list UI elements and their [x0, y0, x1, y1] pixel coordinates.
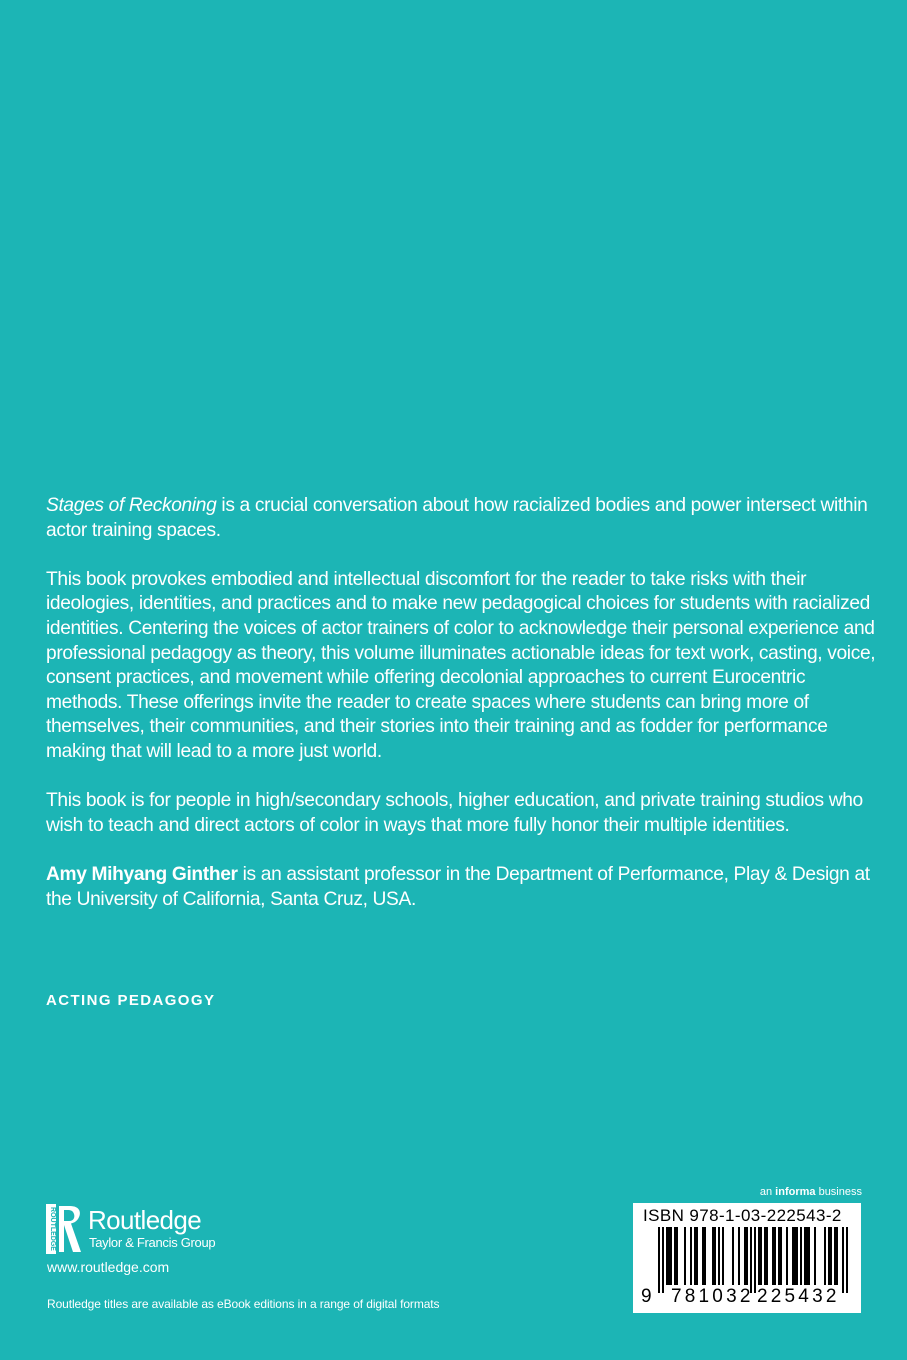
barcode-bar	[684, 1227, 686, 1285]
barcode-bar	[760, 1227, 762, 1285]
barcode-bar	[712, 1227, 714, 1285]
barcode-bar	[670, 1227, 672, 1285]
barcode-digits-right: 225432	[757, 1286, 840, 1307]
author-bio: Amy Mihyang Ginther is an assistant professor in the Department of Performance, Play & Design at the University of California, Santa Cruz, USA.	[46, 863, 870, 910]
barcode-bar	[704, 1227, 706, 1285]
barcode-bar	[722, 1227, 724, 1285]
barcode-bar	[800, 1227, 802, 1285]
barcode-bar	[662, 1227, 664, 1293]
barcode-bar	[846, 1227, 848, 1293]
series-name: ACTING PEDAGOGY	[46, 992, 216, 1009]
barcode-bar	[674, 1227, 676, 1285]
barcode-bar	[808, 1227, 810, 1285]
routledge-side-label: ROUTLEDGE	[49, 1207, 56, 1251]
barcode-bar	[806, 1227, 808, 1285]
barcode-bar	[766, 1227, 768, 1285]
barcode-bar	[744, 1227, 746, 1285]
barcode-bar	[794, 1227, 796, 1285]
barcode-bar	[676, 1227, 678, 1285]
informa-brand: informa	[775, 1186, 816, 1198]
barcode-bar	[758, 1227, 760, 1285]
barcode-bar	[668, 1227, 670, 1285]
barcode-bar	[702, 1227, 704, 1285]
barcode-bar	[764, 1227, 766, 1285]
blurb-paragraph-2: This book provokes embodied and intellectual discomfort for the reader to take risks with their ideologies, identities, and practices and to make new pedagogical choices for students with racialized identities. Centering the voices of actor trainers of color to acknowledge their personal experience and professional pedagogy as theory, this volume illuminates actionable ideas for text work, casting, voice, consent practices, and movement while offering decolonial approaches to current Eurocentric methods. These offerings invite the reader to create spaces where students can bring more of themselves, their communities, and their stories into their training and as fodder for performance making that will lead to a more just world.	[46, 568, 876, 762]
isbn-label: ISBN 978-1-03-222543-2	[643, 1206, 842, 1225]
informa-tagline: an informa business	[759, 1186, 862, 1198]
barcode-bar	[828, 1227, 830, 1285]
routledge-logo	[46, 1204, 246, 1256]
barcode-bar	[714, 1227, 716, 1285]
barcode-bar	[718, 1227, 720, 1285]
barcode-digits-left: 781032	[671, 1286, 754, 1307]
barcode-bar	[804, 1227, 806, 1285]
barcode-digit-first: 9	[641, 1286, 652, 1307]
barcode-bar	[792, 1227, 794, 1285]
routledge-r-icon	[46, 1204, 86, 1256]
publisher-name: Routledge	[88, 1205, 202, 1235]
author-name: Amy Mihyang Ginther	[46, 863, 238, 885]
barcode-bar	[842, 1227, 844, 1293]
barcode-bar	[696, 1227, 698, 1285]
book-title: Stages of Reckoning	[46, 495, 217, 516]
ebook-note: Routledge titles are available as eBook editions in a range of digital formats	[47, 1297, 440, 1311]
barcode-bar	[732, 1227, 734, 1285]
barcode-bar	[666, 1227, 668, 1285]
barcode-bar	[750, 1227, 752, 1293]
barcode-bar	[690, 1227, 692, 1285]
publisher-group: Taylor & Francis Group	[89, 1235, 216, 1250]
barcode-bar	[774, 1227, 776, 1285]
barcode-bar	[772, 1227, 774, 1285]
barcode-bar	[780, 1227, 782, 1285]
barcode-bar	[658, 1227, 660, 1293]
barcode-bar	[694, 1227, 696, 1285]
blurb-paragraph-1: Stages of Reckoning is a crucial conversation about how racialized bodies and power intersect within actor training spaces.	[46, 495, 868, 541]
back-cover-blurb	[46, 494, 876, 937]
publisher-url[interactable]: www.routledge.com	[47, 1259, 170, 1275]
barcode-bar	[786, 1227, 788, 1285]
barcode-bar	[796, 1227, 798, 1285]
barcode-bar	[834, 1227, 836, 1285]
blurb-paragraph-3: This book is for people in high/secondary schools, higher education, and private training studios who wish to teach and direct actors of color in ways that more fully honor their multiple identities.	[46, 790, 863, 836]
barcode-bar	[754, 1227, 756, 1293]
isbn-barcode-box	[633, 1203, 861, 1313]
barcode-bar	[830, 1227, 832, 1285]
barcode-bar	[814, 1227, 816, 1285]
barcode-bar	[738, 1227, 740, 1285]
barcode-bar	[836, 1227, 838, 1285]
barcode-bar	[746, 1227, 748, 1285]
barcode-bar	[824, 1227, 826, 1285]
barcode-bar	[778, 1227, 780, 1285]
